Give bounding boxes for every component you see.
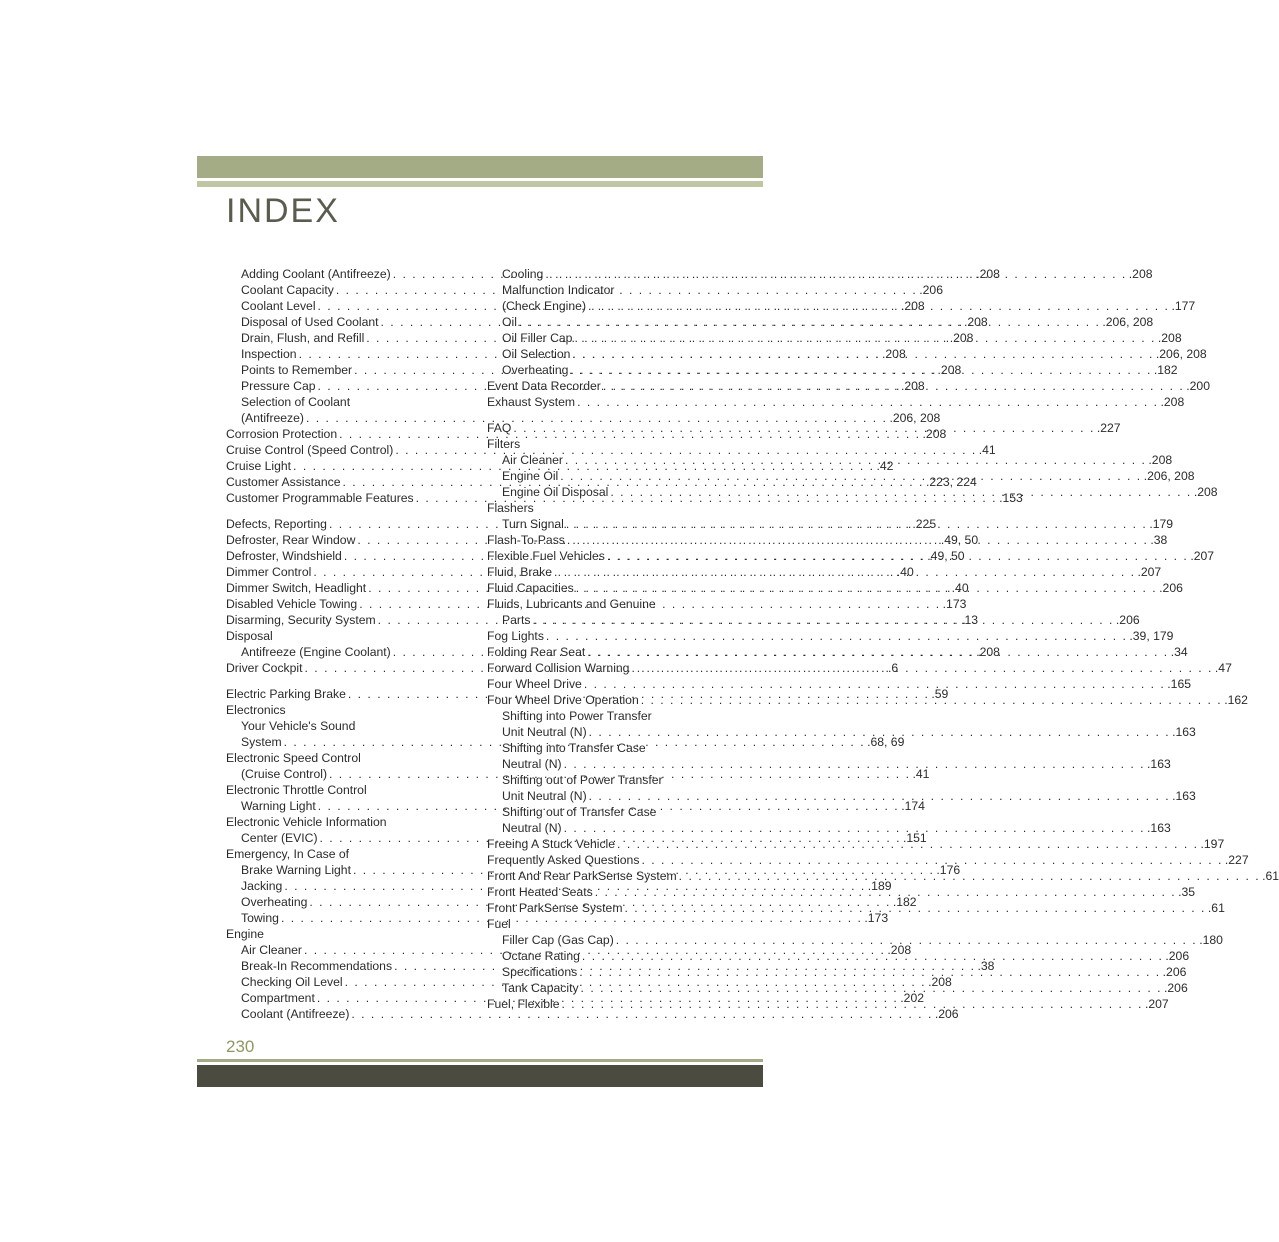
- index-term: Shifting into Power Transfer: [502, 709, 652, 723]
- index-term: Coolant (Antifreeze): [241, 1007, 350, 1021]
- index-page-ref: .61: [1262, 869, 1279, 883]
- index-entry: [487, 330, 1182, 346]
- index-term: Fluids, Lubricants and Genuine: [487, 597, 656, 611]
- index-page-ref: .174: [901, 799, 925, 813]
- dot-leader: [593, 884, 1178, 900]
- index-term: Warning Light: [241, 799, 316, 813]
- index-term: Disposal: [226, 629, 273, 643]
- index-term: Oil: [502, 315, 517, 329]
- index-page-ref: .227: [1224, 853, 1249, 867]
- page-number: 230: [226, 1037, 255, 1056]
- index-term: Cruise Light: [226, 459, 292, 473]
- index-entry: [226, 814, 446, 830]
- index-page-ref: .39, 179: [1129, 629, 1174, 643]
- index-entry: [226, 702, 446, 718]
- index-term: Fuel, Flexible: [487, 997, 560, 1011]
- index-term: Fluid, Brake: [487, 565, 553, 579]
- index-term: Electronic Speed Control: [226, 751, 361, 765]
- index-page-ref: .40: [951, 581, 969, 595]
- dot-leader: [544, 628, 1129, 644]
- index-term: Cooling: [502, 267, 544, 281]
- index-page-ref: .47: [1214, 661, 1232, 675]
- index-entry: [487, 500, 707, 516]
- index-entry: [487, 804, 707, 820]
- index-term: Points to Remember: [241, 363, 353, 377]
- index-entry: [487, 916, 707, 932]
- index-entry: [487, 660, 1232, 676]
- index-term: (Check Engine): [502, 299, 586, 313]
- page-title: INDEX: [226, 192, 340, 230]
- dot-leader: [605, 548, 1190, 564]
- index-page-ref: .206, 208: [1143, 469, 1195, 483]
- index-page-ref: .162: [1224, 693, 1248, 707]
- index-term: Inspection: [241, 347, 297, 361]
- dot-leader: [639, 852, 1224, 868]
- index-term: Shifting out of Power Transfer: [502, 773, 663, 787]
- index-page-ref: .208: [887, 943, 912, 957]
- index-entry: [226, 1006, 959, 1022]
- index-term: Event Data Recorder: [487, 379, 601, 393]
- index-term: Disposal of Used Coolant: [241, 315, 379, 329]
- index-page-ref: .180: [1199, 933, 1223, 947]
- footer-rule: [197, 1059, 763, 1062]
- index-entry: [226, 926, 446, 942]
- index-page-ref: .207: [1144, 997, 1169, 1011]
- index-page-ref: .197: [1200, 837, 1225, 851]
- index-page-ref: .163: [1172, 725, 1196, 739]
- index-term: FAQ: [487, 421, 512, 435]
- index-term: Flashers: [487, 501, 534, 515]
- index-page-ref: .208: [1157, 331, 1182, 345]
- dot-leader: [608, 484, 1193, 500]
- index-entry: [226, 394, 446, 410]
- dot-leader: [587, 724, 1172, 740]
- dot-leader: [601, 378, 1186, 394]
- dot-leader: [582, 676, 1167, 692]
- section-gap: [226, 676, 446, 686]
- index-term: Front ParkSense System: [487, 901, 623, 915]
- header-band: [197, 156, 763, 178]
- index-term: Air Cleaner: [502, 453, 563, 467]
- index-term: Defroster, Rear Window: [226, 533, 356, 547]
- index-page-ref: .206: [1164, 981, 1188, 995]
- dot-leader: [639, 692, 1224, 708]
- index-term: Engine Oil Disposal: [502, 485, 609, 499]
- index-term: Flexible Fuel Vehicles: [487, 549, 605, 563]
- index-term: Electronics: [226, 703, 286, 717]
- index-page-ref: .202: [900, 991, 925, 1005]
- index-page-ref: .208: [937, 363, 962, 377]
- index-term: Parts: [502, 613, 531, 627]
- index-entry: [487, 282, 707, 298]
- index-entry: [226, 628, 446, 644]
- header-rule: [197, 181, 763, 187]
- index-term: Oil Filler Cap: [502, 331, 573, 345]
- index-page-ref: .38: [977, 959, 995, 973]
- index-term: Your Vehicle's Sound: [241, 719, 356, 733]
- index-term: Selection of Coolant: [241, 395, 351, 409]
- index-term: Defects, Reporting: [226, 517, 327, 531]
- index-entry: [487, 852, 1249, 868]
- dot-leader: [580, 948, 1165, 964]
- index-term: Customer Assistance: [226, 475, 341, 489]
- index-term: Electronic Vehicle Information: [226, 815, 387, 829]
- index-term: Unit Neutral (N): [502, 725, 587, 739]
- index-entry: [487, 314, 1154, 330]
- index-entry: [226, 718, 446, 734]
- index-term: Tank Capacity: [502, 981, 579, 995]
- index-term: Checking Oil Level: [241, 975, 343, 989]
- index-entry: [487, 436, 707, 452]
- index-entry: [487, 708, 707, 724]
- index-term: Overheating: [241, 895, 308, 909]
- dot-leader: [530, 612, 1115, 628]
- index-page-ref: .179: [1149, 517, 1174, 531]
- index-term: Dimmer Switch, Headlight: [226, 581, 367, 595]
- index-term: Four Wheel Drive: [487, 677, 582, 691]
- index-term: Fog Lights: [487, 629, 544, 643]
- index-entry: [487, 628, 1174, 644]
- index-term: Pressure Cap: [241, 379, 316, 393]
- index-term: Air Cleaner: [241, 943, 302, 957]
- index-entry: [226, 410, 941, 426]
- index-page-ref: .163: [1147, 757, 1171, 771]
- index-term: Coolant Capacity: [241, 283, 334, 297]
- index-term: Cruise Control (Speed Control): [226, 443, 394, 457]
- dot-leader: [579, 980, 1164, 996]
- index-page-ref: .41: [978, 443, 996, 457]
- index-page-ref: .38: [1150, 533, 1168, 547]
- dot-leader: [568, 362, 1153, 378]
- index-term: Break-In Recommendations: [241, 959, 393, 973]
- index-term: System: [241, 735, 282, 749]
- dot-leader: [558, 468, 1143, 484]
- index-term: Center (EVIC): [241, 831, 318, 845]
- dot-leader: [575, 394, 1160, 410]
- index-term: Neutral (N): [502, 757, 562, 771]
- index-entry: [226, 782, 446, 798]
- index-term: Electronic Throttle Control: [226, 783, 367, 797]
- index-page-ref: .208: [1193, 485, 1218, 499]
- index-page-ref: .206, 208: [1102, 315, 1154, 329]
- index-page-ref: .207: [1137, 565, 1162, 579]
- footer-band: [197, 1065, 763, 1087]
- index-page-ref: .165: [1167, 677, 1192, 691]
- index-entry: [226, 846, 446, 862]
- index-term: Towing: [241, 911, 279, 925]
- index-term: Overheating: [502, 363, 569, 377]
- dot-leader: [615, 836, 1200, 852]
- index-term: (Cruise Control): [241, 767, 328, 781]
- index-page-ref: .177: [1171, 299, 1196, 313]
- index-page-ref: .208: [949, 331, 974, 345]
- index-page-ref: .206: [934, 1007, 959, 1021]
- index-page-ref: .42: [876, 459, 894, 473]
- index-entry: [487, 596, 707, 612]
- index-page-ref: .225: [912, 517, 937, 531]
- index-page-ref: .206, 208: [1155, 347, 1207, 361]
- index-page-ref: .163: [1172, 789, 1196, 803]
- index-page-ref: .208: [963, 315, 988, 329]
- index-entry: [487, 772, 707, 788]
- index-page-ref: .59: [931, 687, 949, 701]
- index-page-ref: .173: [942, 597, 967, 611]
- dot-leader: [559, 996, 1144, 1012]
- index-term: Four Wheel Drive Operation: [487, 693, 639, 707]
- index-term: Forward Collision Warning: [487, 661, 630, 675]
- index-page-ref: .200: [1186, 379, 1210, 393]
- index-term: Drain, Flush, and Refill: [241, 331, 365, 345]
- index-entry: [487, 788, 1196, 804]
- index-page-ref: .163: [1147, 821, 1171, 835]
- index-entry: [487, 676, 1192, 692]
- index-page-ref: .206, 208: [889, 411, 941, 425]
- dot-leader: [570, 346, 1155, 362]
- dot-leader: [587, 788, 1172, 804]
- index-entry: [226, 750, 446, 766]
- index-term: Unit Neutral (N): [502, 789, 587, 803]
- index-page-ref: .223, 224: [925, 475, 977, 489]
- dot-leader: [562, 820, 1147, 836]
- index-term: Filters: [487, 437, 521, 451]
- index-term: Driver Cockpit: [226, 661, 303, 675]
- index-term: Exhaust System: [487, 395, 576, 409]
- index-entry: [487, 740, 707, 756]
- index-term: Turn Signal: [502, 517, 564, 531]
- index-term: Engine: [226, 927, 264, 941]
- index-entry: [487, 724, 1196, 740]
- dot-leader: [517, 314, 1102, 330]
- index-page-ref: .208: [928, 975, 952, 989]
- dot-leader: [563, 452, 1148, 468]
- index-term: Brake Warning Light: [241, 863, 351, 877]
- index-term: Fluid Capacities: [487, 581, 574, 595]
- index-page-ref: .208: [922, 427, 947, 441]
- index-page-ref: .206: [1165, 949, 1190, 963]
- dot-leader: [677, 868, 1262, 884]
- index-page-ref: .61: [1207, 901, 1225, 915]
- index-page-ref: .208: [900, 299, 925, 313]
- index-page-ref: .151: [902, 831, 927, 845]
- index-page-ref: .189: [867, 879, 892, 893]
- index-page-ref: .208: [900, 379, 925, 393]
- index-term: Fuel: [487, 917, 511, 931]
- index-term: Jacking: [241, 879, 283, 893]
- dot-leader: [572, 330, 1157, 346]
- index-page-ref: .6: [887, 661, 899, 675]
- index-page-ref: .182: [1153, 363, 1178, 377]
- index-term: Neutral (N): [502, 821, 562, 835]
- index-term: Engine Oil: [502, 469, 559, 483]
- index-page-ref: .206: [1162, 965, 1187, 979]
- index-page-ref: .206: [1115, 613, 1140, 627]
- dot-leader: [562, 756, 1147, 772]
- section-gap: [487, 410, 707, 420]
- index-term: Antifreeze (Engine Coolant): [241, 645, 391, 659]
- index-term: Folding Rear Seat: [487, 645, 586, 659]
- index-term: Malfunction Indicator: [502, 283, 615, 297]
- index-term: Customer Programmable Features: [226, 491, 414, 505]
- index-page-ref: .176: [936, 863, 961, 877]
- dot-leader: [586, 298, 1171, 314]
- index-term: Compartment: [241, 991, 315, 1005]
- index-term: Specifications: [502, 965, 578, 979]
- dot-leader: [511, 420, 1096, 436]
- index-page-ref: .40: [896, 565, 914, 579]
- index-page-ref: .206: [919, 283, 943, 297]
- index-term: Frequently Asked Questions: [487, 853, 640, 867]
- index-page-ref: .35: [1178, 885, 1196, 899]
- index-page-ref: .34: [1170, 645, 1188, 659]
- index-page-ref: .208: [976, 645, 1000, 659]
- index-page-ref: .208: [882, 347, 906, 361]
- index-entry: [487, 932, 1223, 948]
- index-term: Adding Coolant (Antifreeze): [241, 267, 391, 281]
- index-page-ref: .13: [961, 613, 979, 627]
- index-term: Shifting out of Transfer Case: [502, 805, 657, 819]
- index-term: Dimmer Control: [226, 565, 312, 579]
- dot-leader: [543, 266, 1128, 282]
- index-page-ref: .207: [1190, 549, 1215, 563]
- index-entry: [487, 756, 1171, 772]
- index-entry: [487, 346, 1207, 362]
- index-entry: [487, 394, 1185, 410]
- index-term: Front Heated Seats: [487, 885, 593, 899]
- index-page-ref: .206: [1159, 581, 1183, 595]
- index-entry: [487, 820, 1171, 836]
- index-page-ref: .153: [999, 491, 1023, 505]
- index-page-ref: .173: [864, 911, 889, 925]
- index-page-ref: .208: [1128, 267, 1153, 281]
- index-page-ref: .49, 50: [940, 533, 979, 547]
- index-entry: [487, 266, 1153, 282]
- dot-leader: [585, 644, 1170, 660]
- index-term: Disabled Vehicle Towing: [226, 597, 358, 611]
- index-term: Disarming, Security System: [226, 613, 376, 627]
- dot-leader: [614, 932, 1199, 948]
- index-term: Freeing A Stuck Vehicle: [487, 837, 616, 851]
- dot-leader: [552, 564, 1137, 580]
- index-page-ref: .182: [892, 895, 917, 909]
- index-page-ref: .208: [976, 267, 1000, 281]
- dot-leader: [622, 900, 1207, 916]
- index-term: Defroster, Windshield: [226, 549, 342, 563]
- index-term: Emergency, In Case of: [226, 847, 350, 861]
- dot-leader: [629, 660, 1214, 676]
- index-term: Filler Cap (Gas Cap): [502, 933, 614, 947]
- index-term: Front And Rear ParkSense System: [487, 869, 677, 883]
- index-page-ref: .208: [1160, 395, 1185, 409]
- index-page-ref: .227: [1096, 421, 1121, 435]
- dot-leader: [565, 532, 1150, 548]
- index-page-ref: .41: [912, 767, 930, 781]
- index-term: (Antifreeze): [241, 411, 304, 425]
- dot-leader: [564, 516, 1149, 532]
- dot-leader: [577, 964, 1162, 980]
- dot-leader: [574, 580, 1159, 596]
- index-term: Octane Rating: [502, 949, 580, 963]
- index-term: Flash-To-Pass: [487, 533, 565, 547]
- index-term: Corrosion Protection: [226, 427, 338, 441]
- index-term: Coolant Level: [241, 299, 316, 313]
- index-term: Shifting into Transfer Case: [502, 741, 646, 755]
- index-page-ref: .49, 50: [927, 549, 965, 563]
- section-gap: [226, 506, 446, 516]
- index-page-ref: .68, 69: [867, 735, 905, 749]
- index-page-ref: .208: [1148, 453, 1173, 467]
- index-term: Oil Selection: [502, 347, 571, 361]
- index-term: Electric Parking Brake: [226, 687, 346, 701]
